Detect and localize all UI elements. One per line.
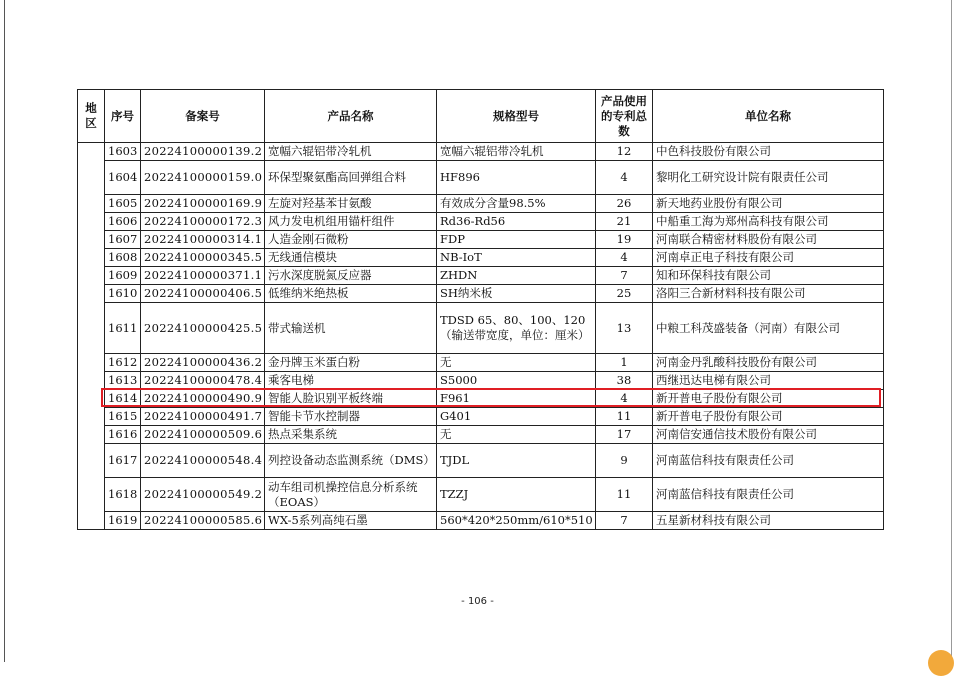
seq-cell: 1612 (105, 354, 141, 372)
seq-cell: 1610 (105, 285, 141, 303)
unit-cell: 洛阳三合新材料科技有限公司 (653, 285, 884, 303)
header-region: 地区 (78, 90, 105, 143)
product-name-cell: 污水深度脱氮反应器 (265, 267, 437, 285)
patent-count-cell: 19 (596, 231, 653, 249)
seq-cell: 1615 (105, 408, 141, 426)
patent-count-cell: 17 (596, 426, 653, 444)
unit-cell: 黎明化工研究设计院有限责任公司 (653, 161, 884, 195)
table-row (78, 478, 884, 512)
seq-cell: 1609 (105, 267, 141, 285)
filing-no-cell: 20224100000314.1 (141, 231, 265, 249)
patent-count-cell: 11 (596, 478, 653, 512)
product-name-cell: 智能卡节水控制器 (265, 408, 437, 426)
patent-count-cell: 4 (596, 249, 653, 267)
filing-no-cell: 20224100000478.4 (141, 372, 265, 390)
header-spec: 规格型号 (437, 90, 596, 143)
filing-no-cell: 20224100000491.7 (141, 408, 265, 426)
seq-cell: 1605 (105, 195, 141, 213)
patent-count-cell: 9 (596, 444, 653, 478)
product-name-cell: 列控设备动态监测系统（DMS） (265, 444, 437, 478)
unit-cell: 中色科技股份有限公司 (653, 143, 884, 161)
spec-cell: 有效成分含量98.5% (437, 195, 596, 213)
product-name-cell: 热点采集系统 (265, 426, 437, 444)
spec-cell: 560*420*250mm/610*510 (437, 512, 596, 530)
table-row (78, 195, 884, 213)
spec-cell: 无 (437, 426, 596, 444)
header-product-name: 产品名称 (265, 90, 437, 143)
product-name-cell: 乘客电梯 (265, 372, 437, 390)
table-row (78, 267, 884, 285)
seq-cell: 1614 (105, 390, 141, 408)
unit-cell: 河南信安通信技术股份有限公司 (653, 426, 884, 444)
table-row (78, 161, 884, 195)
seq-cell: 1617 (105, 444, 141, 478)
product-name-cell: 带式输送机 (265, 303, 437, 354)
header-patent-count: 产品使用的专利总数 (596, 90, 653, 143)
unit-cell: 新开普电子股份有限公司 (653, 390, 884, 408)
page-number: - 106 - (461, 596, 494, 607)
product-name-cell: 左旋对羟基苯甘氨酸 (265, 195, 437, 213)
seq-cell: 1606 (105, 213, 141, 231)
filing-no-cell: 20224100000548.4 (141, 444, 265, 478)
product-name-cell: 智能人脸识别平板终端 (265, 390, 437, 408)
filing-no-cell: 20224100000585.6 (141, 512, 265, 530)
filing-no-cell: 20224100000345.5 (141, 249, 265, 267)
unit-cell: 知和环保科技有限公司 (653, 267, 884, 285)
table-row (78, 213, 884, 231)
patent-count-cell: 4 (596, 161, 653, 195)
header-seq: 序号 (105, 90, 141, 143)
spec-cell: TJDL (437, 444, 596, 478)
product-name-cell: 低维纳米绝热板 (265, 285, 437, 303)
spec-cell: G401 (437, 408, 596, 426)
table-row (78, 249, 884, 267)
seq-cell: 1603 (105, 143, 141, 161)
seq-cell: 1604 (105, 161, 141, 195)
spec-cell: SH纳米板 (437, 285, 596, 303)
product-name-cell: 风力发电机组用锚杆组件 (265, 213, 437, 231)
seq-cell: 1619 (105, 512, 141, 530)
filing-no-cell: 20224100000425.5 (141, 303, 265, 354)
page-right-edge (951, 0, 952, 662)
unit-cell: 河南联合精密材料股份有限公司 (653, 231, 884, 249)
table-row (78, 143, 884, 161)
spec-cell: HF896 (437, 161, 596, 195)
product-table (77, 89, 884, 530)
page-left-edge (4, 0, 5, 662)
patent-count-cell: 13 (596, 303, 653, 354)
corner-badge-icon (928, 650, 954, 676)
unit-cell: 西继迅达电梯有限公司 (653, 372, 884, 390)
filing-no-cell: 20224100000139.2 (141, 143, 265, 161)
seq-cell: 1618 (105, 478, 141, 512)
product-name-cell: WX-5系列高纯石墨 (265, 512, 437, 530)
table-row (78, 426, 884, 444)
spec-cell: F961 (437, 390, 596, 408)
table-row (78, 354, 884, 372)
spec-cell: FDP (437, 231, 596, 249)
seq-cell: 1611 (105, 303, 141, 354)
filing-no-cell: 20224100000169.9 (141, 195, 265, 213)
patent-count-cell: 1 (596, 354, 653, 372)
unit-cell: 河南蓝信科技有限责任公司 (653, 478, 884, 512)
unit-cell: 五星新材科技有限公司 (653, 512, 884, 530)
product-name-cell: 宽幅六辊铝带冷轧机 (265, 143, 437, 161)
unit-cell: 中粮工科茂盛装备（河南）有限公司 (653, 303, 884, 354)
filing-no-cell: 20224100000490.9 (141, 390, 265, 408)
table-header-row (78, 90, 884, 143)
patent-count-cell: 4 (596, 390, 653, 408)
patent-count-cell: 11 (596, 408, 653, 426)
patent-count-cell: 21 (596, 213, 653, 231)
patent-count-cell: 12 (596, 143, 653, 161)
table-row-highlighted (78, 372, 884, 390)
unit-cell: 河南蓝信科技有限责任公司 (653, 444, 884, 478)
seq-cell: 1607 (105, 231, 141, 249)
spec-cell: TDSD 65、80、100、120（输送带宽度，单位：厘米） (437, 303, 596, 354)
spec-cell: 无 (437, 354, 596, 372)
filing-no-cell: 20224100000159.0 (141, 161, 265, 195)
product-name-cell: 环保型聚氨酯高回弹组合料 (265, 161, 437, 195)
table-row (78, 390, 884, 408)
seq-cell: 1608 (105, 249, 141, 267)
spec-cell: Rd36-Rd56 (437, 213, 596, 231)
filing-no-cell: 20224100000509.6 (141, 426, 265, 444)
table-row (78, 303, 884, 354)
table-row (78, 285, 884, 303)
seq-cell: 1613 (105, 372, 141, 390)
table-row (78, 231, 884, 249)
unit-cell: 新天地药业股份有限公司 (653, 195, 884, 213)
table-row (78, 512, 884, 530)
unit-cell: 河南金丹乳酸科技股份有限公司 (653, 354, 884, 372)
filing-no-cell: 20224100000406.5 (141, 285, 265, 303)
spec-cell: NB-IoT (437, 249, 596, 267)
patent-count-cell: 7 (596, 267, 653, 285)
header-filing-no: 备案号 (141, 90, 265, 143)
spec-cell: 宽幅六辊铝带冷轧机 (437, 143, 596, 161)
spec-cell: TZZJ (437, 478, 596, 512)
product-name-cell: 动车组司机操控信息分析系统（EOAS） (265, 478, 437, 512)
product-name-cell: 金丹牌玉米蛋白粉 (265, 354, 437, 372)
product-name-cell: 人造金刚石微粉 (265, 231, 437, 249)
unit-cell: 中船重工海为郑州高科技有限公司 (653, 213, 884, 231)
spec-cell: ZHDN (437, 267, 596, 285)
patent-count-cell: 7 (596, 512, 653, 530)
spec-cell: S5000 (437, 372, 596, 390)
filing-no-cell: 20224100000371.1 (141, 267, 265, 285)
filing-no-cell: 20224100000549.2 (141, 478, 265, 512)
product-name-cell: 无线通信模块 (265, 249, 437, 267)
patent-count-cell: 26 (596, 195, 653, 213)
region-cell (78, 143, 105, 530)
patent-count-cell: 38 (596, 372, 653, 390)
unit-cell: 新开普电子股份有限公司 (653, 408, 884, 426)
seq-cell: 1616 (105, 426, 141, 444)
table-row (78, 444, 884, 478)
table-row (78, 408, 884, 426)
filing-no-cell: 20224100000436.2 (141, 354, 265, 372)
header-unit: 单位名称 (653, 90, 884, 143)
unit-cell: 河南卓正电子科技有限公司 (653, 249, 884, 267)
patent-count-cell: 25 (596, 285, 653, 303)
filing-no-cell: 20224100000172.3 (141, 213, 265, 231)
